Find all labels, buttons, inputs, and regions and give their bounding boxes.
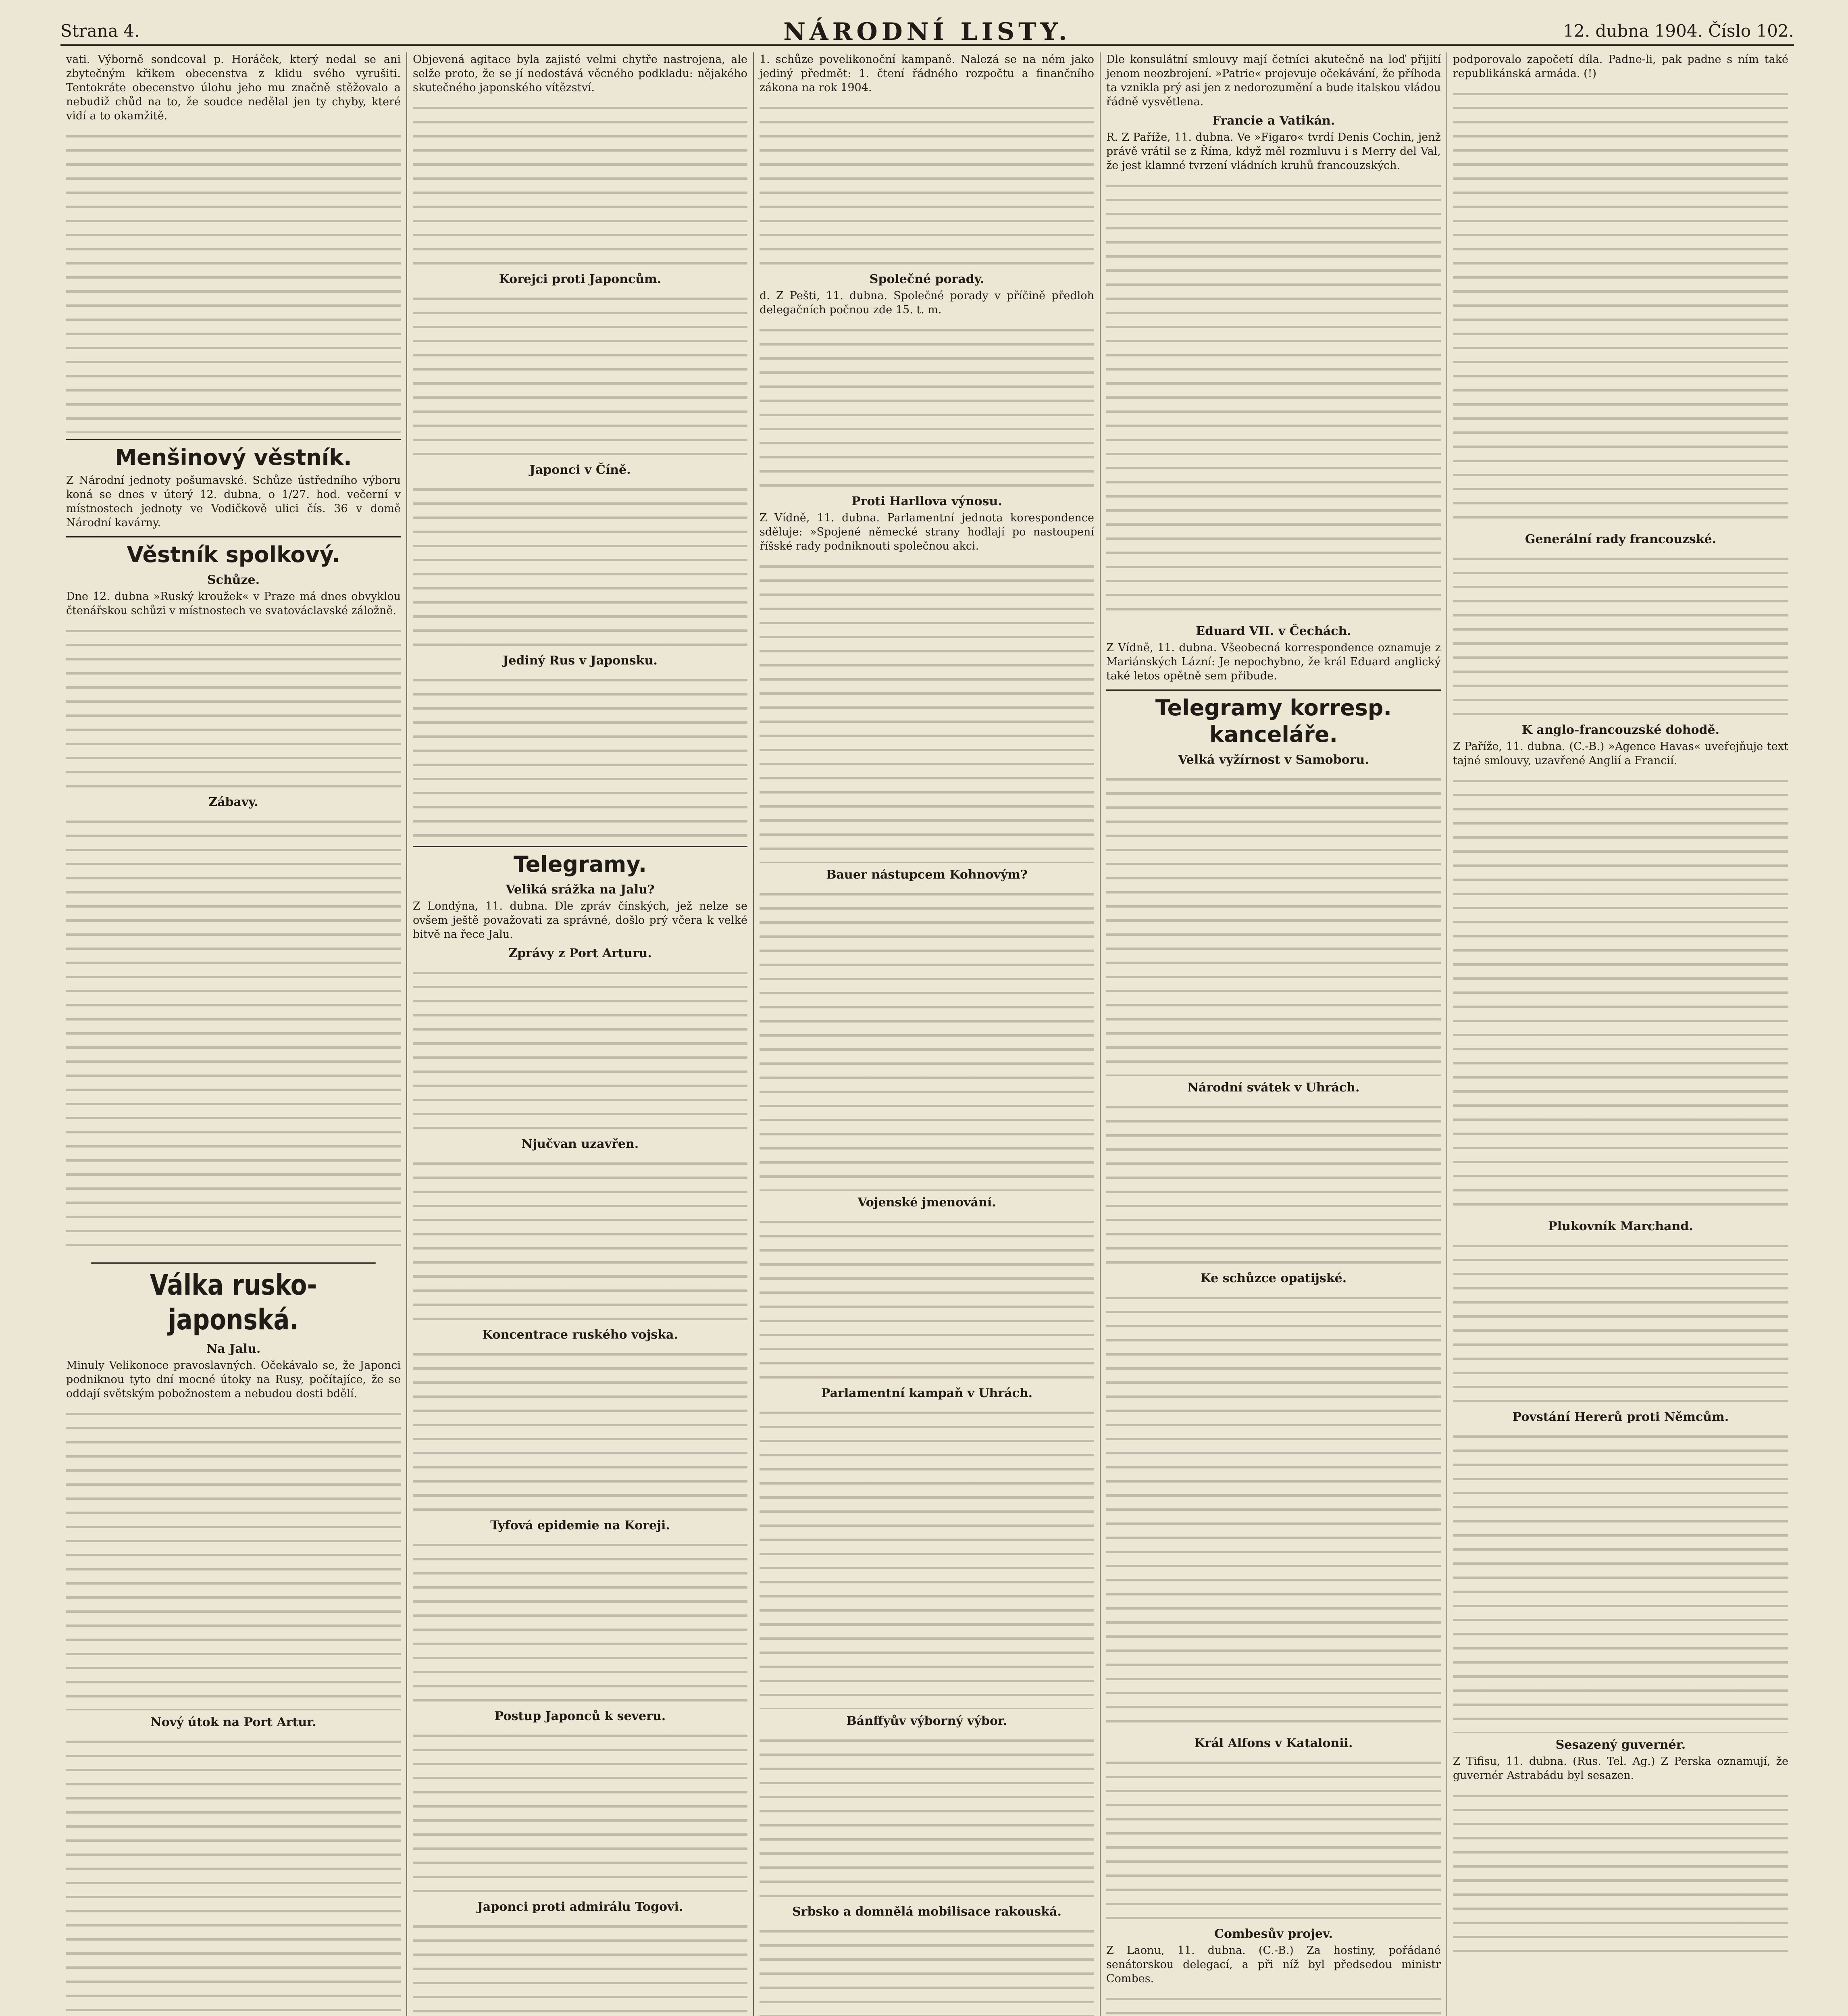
subheading-port-arturu: Zprávy z Port Arturu. — [508, 946, 652, 960]
subheading-zabavy: Zábavy. — [208, 795, 258, 809]
body-text-block — [760, 98, 1094, 267]
subheading-kampan-uhry: Parlamentní kampaň v Uhrách. — [821, 1386, 1033, 1400]
body-text-block — [1106, 769, 1441, 1076]
body-text-block — [66, 126, 401, 433]
body-text-block — [413, 1154, 747, 1323]
subheading-japonci-v-cine: Japonci v Číně. — [529, 463, 631, 477]
subheading-banffy: Bánffyův výborný výbor. — [846, 1714, 1007, 1728]
subheading-generalni-rady: Generální rady francouzské. — [1525, 532, 1717, 546]
subheading-korejci: Korejci proti Japoncům. — [499, 272, 662, 286]
col5-opening: podporovalo započetí díla. Padne-li, pak padne s ním také republikánská armáda. (!) — [1453, 53, 1788, 80]
body-text-block — [413, 963, 747, 1132]
column-5 — [1447, 52, 1794, 2016]
body-text-block — [413, 1726, 747, 1895]
body-text-block — [413, 1344, 747, 1514]
col3-lead2: Z Vídně, 11. dubna. Parlamentní jednota korespondence sděluje: »Spojené německé strany hodlají po nastoupení říšské rady podniknouti společnou akci. — [760, 512, 1094, 552]
section-title-valka: Válka rusko-japonská. — [91, 1262, 376, 1337]
subheading-samobor: Velká vyžírnost v Samoboru. — [1178, 753, 1369, 767]
body-text-block — [413, 670, 747, 839]
subheading-velika-srazka: Veliká srážka na Jalu? — [506, 883, 655, 897]
subheading-harllova: Proti Harllova výnosu. — [851, 494, 1002, 508]
body-text-block — [1106, 176, 1441, 619]
subheading-postup-japoncu: Postup Japonců k severu. — [494, 1709, 666, 1723]
subheading-francie-vatikan: Francie a Vatikán. — [1212, 114, 1335, 128]
subheading-kral-alfons: Král Alfons v Katalonii. — [1194, 1736, 1353, 1750]
subheading-njucvan: Njučvan uzavřen. — [521, 1137, 639, 1151]
body-text-block — [760, 320, 1094, 489]
body-text-block — [1453, 549, 1788, 718]
body-text-block — [1106, 1097, 1441, 1266]
body-text-block — [413, 289, 747, 458]
section-title-vestnik-spolkovy: Věstník spolkový. — [66, 536, 401, 568]
col3-lead1: d. Z Pešti, 11. dubna. Společné porady v příčině předloh delegačních počnou zde 15. t. m. — [760, 289, 1094, 316]
masthead-title: NÁRODNÍ LISTY. — [783, 18, 1071, 46]
body-text-block — [760, 556, 1094, 863]
body-text-block — [66, 621, 401, 790]
column-2 — [407, 52, 754, 2016]
issue-date: 12. dubna 1904. Číslo 102. — [1563, 21, 1794, 41]
subheading-admiral-togo: Japonci proti admirálu Togovi. — [477, 1900, 683, 1914]
col2-opening: Objevená agitace byla zajisté velmi chytře nastrojena, ale selže proto, že se jí nedostává věcného podkladu: nějakého skutečného japonského vítězství. — [413, 53, 747, 94]
body-text-block — [1453, 1427, 1788, 1733]
col3-opening: 1. schůze povelikonoční kampaně. Nalezá se na ném jako jediný předmět: 1. čtení řádného rozpočtu a finančního zákona na rok 1904. — [760, 53, 1094, 94]
section-title-mensinovy: Menšinový věstník. — [66, 439, 401, 471]
body-text-block — [1453, 771, 1788, 1214]
section-title-telegramy: Telegramy. — [413, 846, 747, 878]
body-text-block — [760, 1403, 1094, 1709]
body-text-block — [413, 1916, 747, 2016]
subheading-na-jalu: Na Jalu. — [206, 1342, 261, 1356]
subheading-schuze: Schůze. — [207, 573, 260, 587]
body-text-block — [1453, 84, 1788, 527]
subheading-bauer: Bauer nástupcem Kohnovým? — [826, 868, 1028, 882]
col1-sec2-text: Dne 12. dubna »Ruský kroužek« v Praze má dnes obvyklou čtenářskou schůzi v místnostech ve svatováclavské záložně. — [66, 590, 401, 617]
col1-sec3-text: Minuly Velikonoce pravoslavných. Očekávalo se, že Japonci podniknou tyto dní mocné útoky na Rusy, počítajíce, že se oddají světským pobožnostem a nebudou dosti bdělí. — [66, 1359, 401, 1400]
body-text-block — [66, 812, 401, 1255]
body-text-block — [413, 479, 747, 649]
column-4 — [1101, 52, 1447, 2016]
col4-lead1: R. Z Paříže, 11. dubna. Ve »Figaro« tvrdí Denis Cochin, jenž právě vrátil se z Říma, když měl rozmluvu i s Merry del Val, že jest klamné tvrzení vládních kruhů francouzských. — [1106, 131, 1441, 172]
body-text-block — [1453, 1236, 1788, 1405]
column-1 — [60, 52, 407, 2016]
body-text-block — [66, 1732, 401, 2016]
col1-sec1-text: Z Národní jednoty pošumavské. Schůze ústředního výboru koná se dnes v úterý 12. dubna, o 1/27. hod. večerní v místnostech jednoty ve Vodičkově ulici čís. 36 v domě Národní kavárny. — [66, 474, 401, 529]
subheading-koncentrace: Koncentrace ruského vojska. — [482, 1328, 678, 1342]
body-text-block — [1106, 1989, 1441, 2016]
subheading-eduard-vii: Eduard VII. v Čechách. — [1196, 624, 1351, 638]
subheading-vojenske: Vojenské jmenování. — [857, 1195, 996, 1210]
body-text-block — [760, 1212, 1094, 1381]
subheading-guverner: Sesazený guvernér. — [1555, 1738, 1686, 1752]
subheading-port-artur: Nový útok na Port Artur. — [150, 1715, 316, 1729]
subheading-spolecne-porady: Společné porady. — [869, 272, 984, 286]
subheading-srbsko: Srbsko a domnělá mobilisace rakouská. — [792, 1905, 1061, 1919]
column-3 — [754, 52, 1101, 2016]
col2-lead4: Z Londýna, 11. dubna. Dle zpráv čínských, jež nelze se ovšem ještě považovati za správné, došlo prý včera k velké bitvě na řece Jalu. — [413, 900, 747, 941]
subheading-jediny-rus: Jediný Rus v Japonsku. — [503, 654, 658, 668]
subheading-tyfova: Tyfová epidemie na Koreji. — [490, 1518, 670, 1533]
subheading-hereru: Povstání Hererů proti Němcům. — [1512, 1410, 1729, 1424]
body-text-block — [1106, 1753, 1441, 1922]
body-text-block — [760, 884, 1094, 1191]
col1-opening: vati. Výborně sondcoval p. Horáček, který nedal se ani zbytečným křikem obecenstva z klidu svého vyrušiti. Tentokráte obecenstvo úlohu jeho mu značně stěžovalo a nebudiž chůd na to, že soudce nedělal jen ty chyby, které vidí a to okamžitě. — [66, 53, 401, 122]
newspaper-page — [60, 16, 1794, 2016]
col4-lead7: Z Laonu, 11. dubna. (C.-B.) Za hostiny, pořádané senátorskou delegací, a při níž byl předsedou ministr Combes. — [1106, 1944, 1441, 1985]
body-text-block — [760, 1921, 1094, 2016]
subheading-anglo-francouzska: K anglo-francouzské dohodě. — [1521, 723, 1720, 737]
col4-opening: Dle konsulátní smlouvy mají četníci akutečně na loď přijití jenom neozbrojení. »Patrie« projevuje očekávání, že příhoda ta vznikla prý asi jen z nedorozumění a bude italskou vládou řádně vysvětlena. — [1106, 53, 1441, 108]
col5-lead5: Z Tifisu, 11. dubna. (Rus. Tel. Ag.) Z Perska oznamují, že guvernér Astrabádu byl sesazen. — [1453, 1755, 1788, 1782]
page-number: Strana 4. — [60, 21, 140, 41]
body-text-block — [1106, 1288, 1441, 1731]
col4-lead2: Z Vídně, 11. dubna. Všeobecná korrespondence oznamuje z Mariánských Lázní: Je nepochybno, že král Eduard anglický také letos opětně sem přibude. — [1106, 641, 1441, 682]
page-header — [60, 16, 1794, 46]
subheading-opatijske: Ke schůzce opatijské. — [1200, 1271, 1347, 1285]
body-text-block — [1453, 1786, 1788, 1955]
section-title-korresp: Telegramy korresp. kanceláře. — [1106, 689, 1441, 748]
body-text-block — [760, 1731, 1094, 1900]
subheading-narodni-svatek: Národní svátek v Uhrách. — [1187, 1081, 1360, 1095]
subheading-combes: Combesův projev. — [1214, 1927, 1333, 1941]
col5-lead2: Z Paříže, 11. dubna. (C.-B.) »Agence Havas« uveřejňuje text tajné smlouvy, uzavřené Anglií a Francií. — [1453, 740, 1788, 767]
body-text-block — [66, 1404, 401, 1710]
body-text-block — [413, 98, 747, 267]
subheading-marchand: Plukovník Marchand. — [1548, 1219, 1693, 1233]
body-text-block — [413, 1535, 747, 1704]
